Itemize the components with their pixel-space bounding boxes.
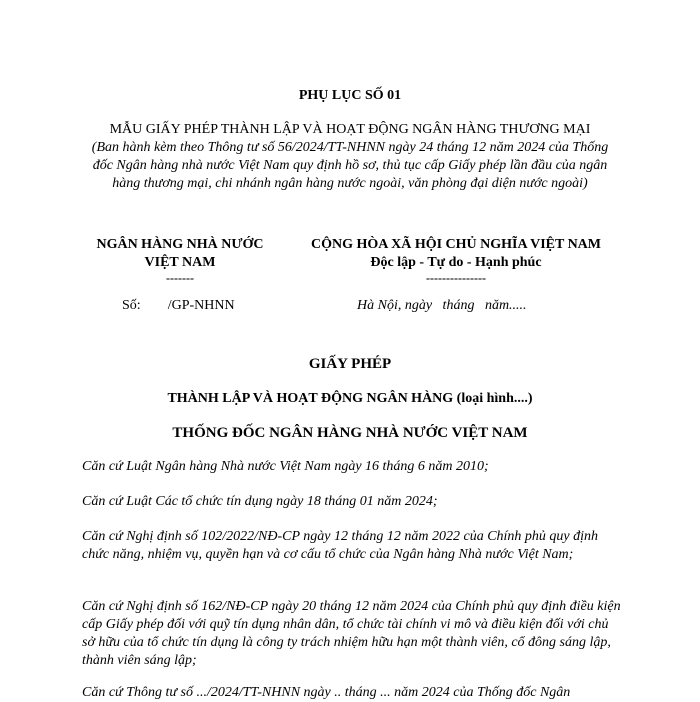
appendix-title: PHỤ LỤC SỐ 01 (298, 88, 402, 103)
place-date: Hà Nội, ngày tháng năm..... (357, 298, 527, 313)
issuer-header (82, 236, 278, 284)
document-number-value: /GP-NHNN (167, 298, 235, 313)
license-title: GIẤY PHÉP (308, 356, 392, 372)
form-title: MẪU GIẤY PHÉP THÀNH LẬP VÀ HOẠT ĐỘNG NGÂN HÀNG THƯƠNG MẠI (109, 122, 591, 137)
national-motto: Độc lập - Tự do - Hạnh phúc (370, 255, 542, 270)
document-number-label: Số: (122, 298, 141, 313)
authority-title: THỐNG ĐỐC NGÂN HÀNG NHÀ NƯỚC VIỆT NAM (172, 425, 528, 441)
document-number (122, 298, 235, 314)
legal-basis-2: Căn cứ Luật Các tổ chức tín dụng ngày 18 tháng 01 năm 2024; (82, 494, 438, 509)
issuer-separator: ------- (166, 271, 194, 285)
national-separator: --------------- (426, 271, 486, 285)
license-subtitle: THÀNH LẬP VÀ HOẠT ĐỘNG NGÂN HÀNG (loại hình....) (167, 391, 533, 406)
national-name: CỘNG HÒA XÃ HỘI CHỦ NGHĨA VIỆT NAM (310, 237, 601, 252)
legal-basis-3: Căn cứ Nghị định số 102/2022/NĐ-CP ngày 12 tháng 12 năm 2022 của Chính phủ quy định chức năng, nhiệm vụ, quyền hạn và cơ cấu tổ chức của Ngân hàng Nhà nước Việt Nam; (82, 529, 599, 562)
legal-basis-5: Căn cứ Thông tư số .../2024/TT-NHNN ngày .. tháng ... năm 2024 của Thống đốc Ngân (82, 685, 571, 700)
issuance-note: (Ban hành kèm theo Thông tư số 56/2024/TT-NHNN ngày 24 tháng 12 năm 2024 của Thống đốc Ngân hàng nhà nước Việt Nam quy định hồ sơ, thủ tục cấp Giấy phép lần đầu của ngân hàng thương mại, chi nhánh ngân hàng nước ngoài, văn phòng đại diện nước ngoài) (91, 140, 609, 191)
legal-basis-1: Căn cứ Luật Ngân hàng Nhà nước Việt Nam ngày 16 tháng 6 năm 2010; (82, 459, 489, 474)
issuer-name-line1: NGÂN HÀNG NHÀ NƯỚC (96, 237, 264, 252)
legal-basis-4: Căn cứ Nghị định số 162/NĐ-CP ngày 20 tháng 12 năm 2024 của Chính phủ quy định điều kiện cấp Giấy phép đối với quỹ tín dụng nhân dân, tổ chức tài chính vi mô và điều kiện đối với chủ sở hữu của tổ chức tín dụng là công ty trách nhiệm hữu hạn một thành viên, cổ đông sáng lập, thành viên sáng lập; (82, 599, 621, 668)
national-header (288, 236, 624, 284)
issuer-name-line2: VIỆT NAM (144, 255, 216, 270)
